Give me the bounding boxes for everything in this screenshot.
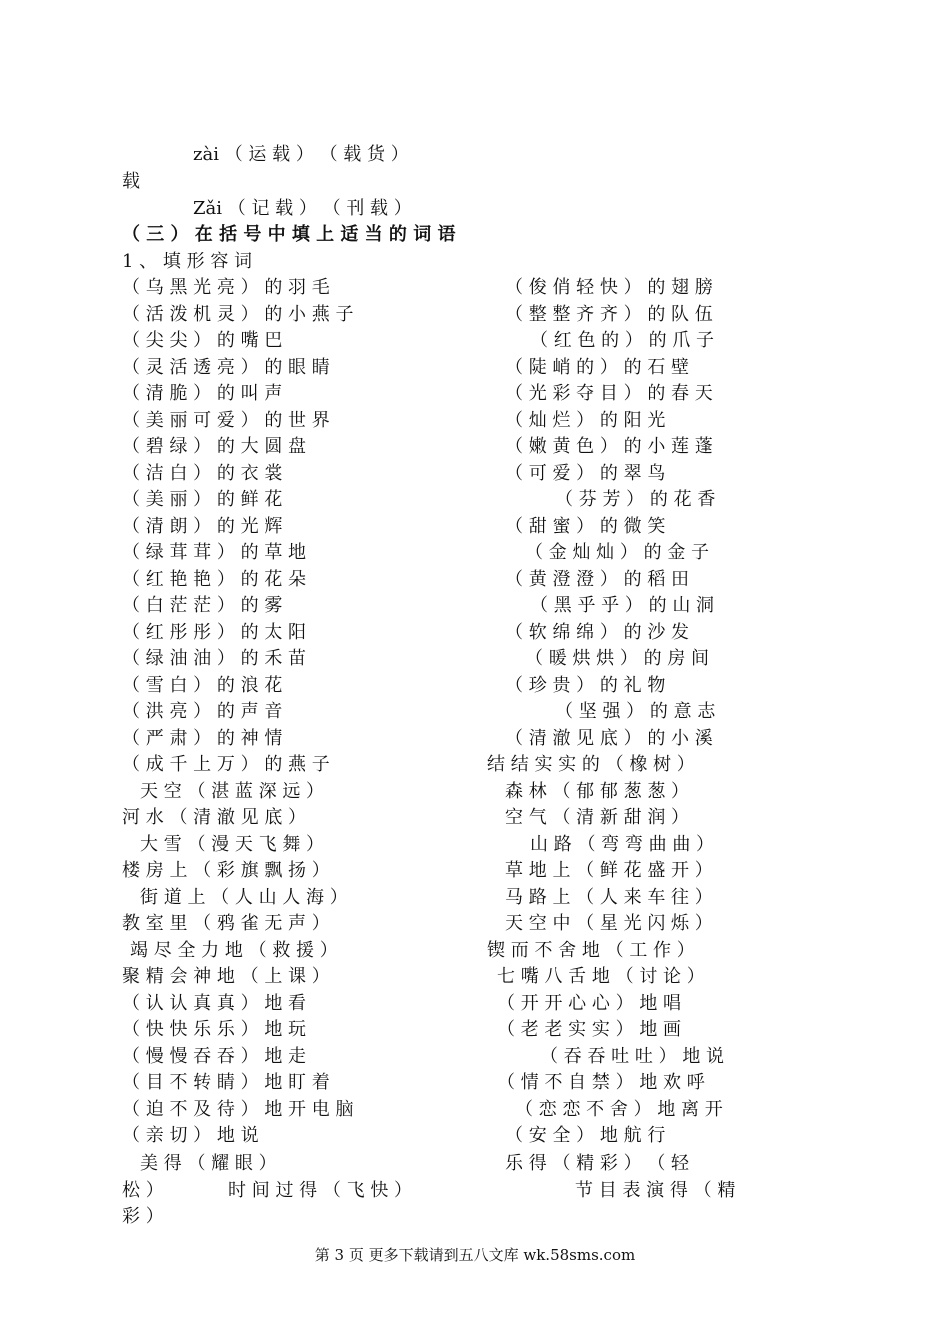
phrase-right: 结 结 实 实 的 （ 橡 树 ） (487, 754, 695, 775)
phrase-left: （ 成 千 上 万 ） 的 燕 子 (122, 754, 330, 775)
phrase-right: （ 软 绵 绵 ） 的 沙 发 (505, 622, 690, 643)
phrase-right: （ 灿 烂 ） 的 阳 光 (505, 410, 666, 431)
phrase-left: 天 空 （ 湛 蓝 深 远 ） (140, 781, 325, 802)
phrase-left: （ 乌 黑 光 亮 ） 的 羽 毛 (122, 277, 330, 298)
phrase-right: （ 芬 芳 ） 的 花 香 (555, 489, 716, 510)
phrase-left: 教 室 里 （ 鸦 雀 无 声 ） (122, 913, 330, 934)
phrase-right: （ 清 澈 见 底 ） 的 小 溪 (505, 728, 713, 749)
phrase-right: （ 老 老 实 实 ） 地 画 (497, 1019, 682, 1040)
phrase-right: （ 金 灿 灿 ） 的 金 子 (525, 542, 710, 563)
phrase-right: （ 吞 吞 吐 吐 ） 地 说 (540, 1046, 725, 1067)
phrase-left: （ 慢 慢 吞 吞 ） 地 走 (122, 1046, 307, 1067)
phrase-right: （ 开 开 心 心 ） 地 唱 (497, 993, 682, 1014)
phrase-left: （ 绿 茸 茸 ） 的 草 地 (122, 542, 307, 563)
phrase-right: （ 坚 强 ） 的 意 志 (555, 701, 716, 722)
phrase-left: （ 活 泼 机 灵 ） 的 小 燕 子 (122, 304, 354, 325)
phrase-left: 河 水 （ 清 澈 见 底 ） (122, 807, 307, 828)
phrase-right: 七 嘴 八 舌 地 （ 讨 论 ） (497, 966, 705, 987)
phrase-right: （ 安 全 ） 地 航 行 (505, 1125, 666, 1146)
phrase-right: （ 珍 贵 ） 的 礼 物 (505, 675, 666, 696)
phrase-right: （ 黑 乎 乎 ） 的 山 洞 (530, 595, 715, 616)
phrase-right: 锲 而 不 舍 地 （ 工 作 ） (487, 940, 695, 961)
phrase-right: （ 光 彩 夺 目 ） 的 春 天 (505, 383, 713, 404)
phrase-left: （ 绿 油 油 ） 的 禾 苗 (122, 648, 307, 669)
phrase-left: （ 清 脆 ） 的 叫 声 (122, 383, 283, 404)
phrase-left: （ 清 朗 ） 的 光 辉 (122, 516, 283, 537)
phrase-left: （ 严 肃 ） 的 神 情 (122, 728, 283, 749)
phrase-right: （ 恋 恋 不 舍 ） 地 离 开 (515, 1099, 723, 1120)
tail-right-1: 乐 得 （ 精 彩 ） （ 轻 (505, 1153, 690, 1174)
phrase-left: （ 亲 切 ） 地 说 (122, 1125, 259, 1146)
phrase-left: （ 快 快 乐 乐 ） 地 玩 (122, 1019, 307, 1040)
phrase-right: （ 俊 俏 轻 快 ） 的 翅 膀 (505, 277, 713, 298)
pinyin-zai4-line: zài （ 运 载 ） （ 载 货 ） (193, 144, 409, 165)
phrase-left: 楼 房 上 （ 彩 旗 飘 扬 ） (122, 860, 330, 881)
phrase-left: 大 雪 （ 漫 天 飞 舞 ） (140, 834, 325, 855)
phrase-left: （ 认 认 真 真 ） 地 看 (122, 993, 307, 1014)
tail-2a: 松 ） (122, 1180, 164, 1201)
phrase-right: 山 路 （ 弯 弯 曲 曲 ） (530, 834, 715, 855)
phrase-left: （ 碧 绿 ） 的 大 圆 盘 (122, 436, 307, 457)
phrase-right: （ 甜 蜜 ） 的 微 笑 (505, 516, 666, 537)
phrase-left: （ 白 茫 茫 ） 的 雾 (122, 595, 283, 616)
phrase-left: （ 洁 白 ） 的 衣 裳 (122, 463, 283, 484)
phrase-left: （ 迫 不 及 待 ） 地 开 电 脑 (122, 1099, 354, 1120)
page-footer: 第 3 页 更多下载请到五八文库 wk.58sms.com (314, 1246, 636, 1264)
phrase-right: 天 空 中 （ 星 光 闪 烁 ） (505, 913, 713, 934)
phrase-left: （ 目 不 转 睛 ） 地 盯 着 (122, 1072, 330, 1093)
subsection-title: 1 、 填 形 容 词 (122, 251, 253, 272)
phrase-right: （ 整 整 齐 齐 ） 的 队 伍 (505, 304, 713, 325)
phrase-left: （ 美 丽 ） 的 鲜 花 (122, 489, 283, 510)
phrase-right: （ 陡 峭 的 ） 的 石 壁 (505, 357, 690, 378)
tail-3: 彩 ） (122, 1206, 164, 1227)
tail-left-1: 美 得 （ 耀 眼 ） (140, 1153, 277, 1174)
phrase-right: 马 路 上 （ 人 来 车 往 ） (505, 887, 713, 908)
phrase-left: 竭 尽 全 力 地 （ 救 援 ） (130, 940, 338, 961)
phrase-right: （ 暖 烘 烘 ） 的 房 间 (525, 648, 710, 669)
phrase-right: （ 红 色 的 ） 的 爪 子 (530, 330, 715, 351)
phrase-left: 聚 精 会 神 地 （ 上 课 ） (122, 966, 330, 987)
phrase-right: （ 可 爱 ） 的 翠 鸟 (505, 463, 666, 484)
phrase-left: 街 道 上 （ 人 山 人 海 ） (140, 887, 348, 908)
phrase-right: 森 林 （ 郁 郁 葱 葱 ） (505, 781, 690, 802)
phrase-right: （ 情 不 自 禁 ） 地 欢 呼 (497, 1072, 705, 1093)
phrase-right: （ 嫩 黄 色 ） 的 小 莲 蓬 (505, 436, 713, 457)
phrase-left: （ 尖 尖 ） 的 嘴 巴 (122, 330, 283, 351)
phrase-left: （ 美 丽 可 爱 ） 的 世 界 (122, 410, 330, 431)
phrase-right: （ 黄 澄 澄 ） 的 稻 田 (505, 569, 690, 590)
phrase-left: （ 洪 亮 ） 的 声 音 (122, 701, 283, 722)
phrase-left: （ 红 艳 艳 ） 的 花 朵 (122, 569, 307, 590)
polyphonic-character: 载 (122, 171, 140, 192)
tail-2c: 节 目 表 演 得 （ 精 (575, 1180, 736, 1201)
phrase-left: （ 灵 活 透 亮 ） 的 眼 睛 (122, 357, 330, 378)
pinyin-zai3-line: Zǎi （ 记 载 ） （ 刊 载 ） (193, 198, 412, 219)
section-title: （ 三 ） 在 括 号 中 填 上 适 当 的 词 语 (122, 224, 456, 245)
phrase-right: 草 地 上 （ 鲜 花 盛 开 ） (505, 860, 713, 881)
tail-2b: 时 间 过 得 （ 飞 快 ） (228, 1180, 413, 1201)
phrase-left: （ 红 彤 彤 ） 的 太 阳 (122, 622, 307, 643)
phrase-left: （ 雪 白 ） 的 浪 花 (122, 675, 283, 696)
phrase-right: 空 气 （ 清 新 甜 润 ） (505, 807, 690, 828)
